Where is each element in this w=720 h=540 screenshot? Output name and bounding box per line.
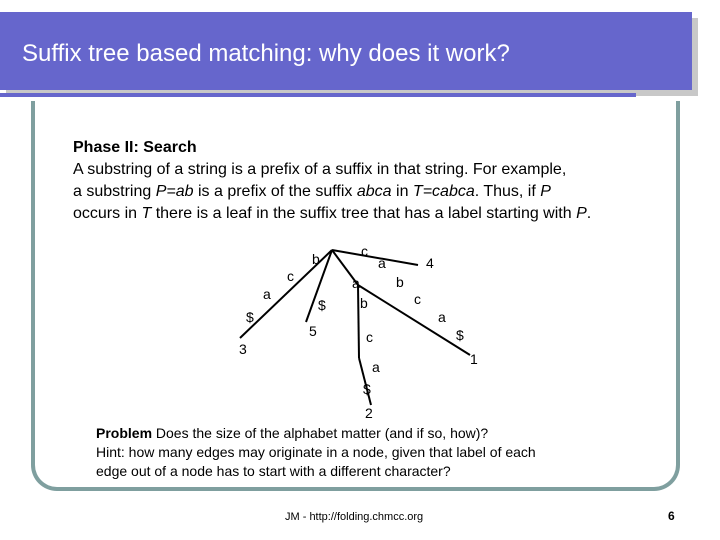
italic-term: P [540,183,551,200]
italic-term: abca [356,183,392,200]
edge-label: b [396,274,404,290]
problem-label: Problem [96,425,153,441]
edge-label: a [378,255,386,271]
body-line: occurs in T there is a leaf in the suffix tree that has a label starting with P. [73,205,592,222]
edge-label: b [360,295,368,311]
edge-label: b [312,251,320,267]
hint-line: edge out of a node has to start with a different character? [96,463,451,479]
edge-label: c [361,243,368,259]
page-number: 6 [668,509,675,523]
edge-label: a [372,359,380,375]
body-line: a substring P=ab is a prefix of the suffix abca in T=cabca. Thus, if P [73,183,551,200]
body-line: A substring of a string is a prefix of a suffix in that string. For example, [73,161,567,178]
slide-title: Suffix tree based matching: why does it work? [22,40,510,67]
tree-edge [332,250,418,265]
leaf-label: 2 [365,405,373,421]
edge-label: a [352,275,360,291]
edge-label: $ [246,309,254,325]
leaf-label: 5 [309,323,317,339]
tree-edge [358,285,359,358]
problem-block [96,424,616,481]
edge-label: a [263,286,271,302]
edge-label: $ [363,381,371,397]
leaf-label: 3 [239,341,247,357]
phase-heading: Phase II: Search [73,139,197,156]
problem-text: Does the size of the alphabet matter (and if so, how)? [152,425,489,441]
edge-label: $ [456,327,464,343]
edge-label: a [438,309,446,325]
italic-term: T=cabca [412,183,475,200]
italic-term: P [576,205,587,222]
edge-label: $ [318,297,326,313]
hint-line: Hint: how many edges may originate in a node, given that label of each [96,444,536,460]
leaf-label: 1 [470,351,478,367]
italic-term: T [141,205,152,222]
problem-line [96,424,616,443]
footer-credit: JM - http://folding.chmcc.org [285,511,424,523]
edge-label: c [414,291,421,307]
leaf-label: 4 [426,255,434,271]
italic-term: P=ab [155,183,194,200]
edge-label: c [287,268,294,284]
edge-label: c [366,329,373,345]
